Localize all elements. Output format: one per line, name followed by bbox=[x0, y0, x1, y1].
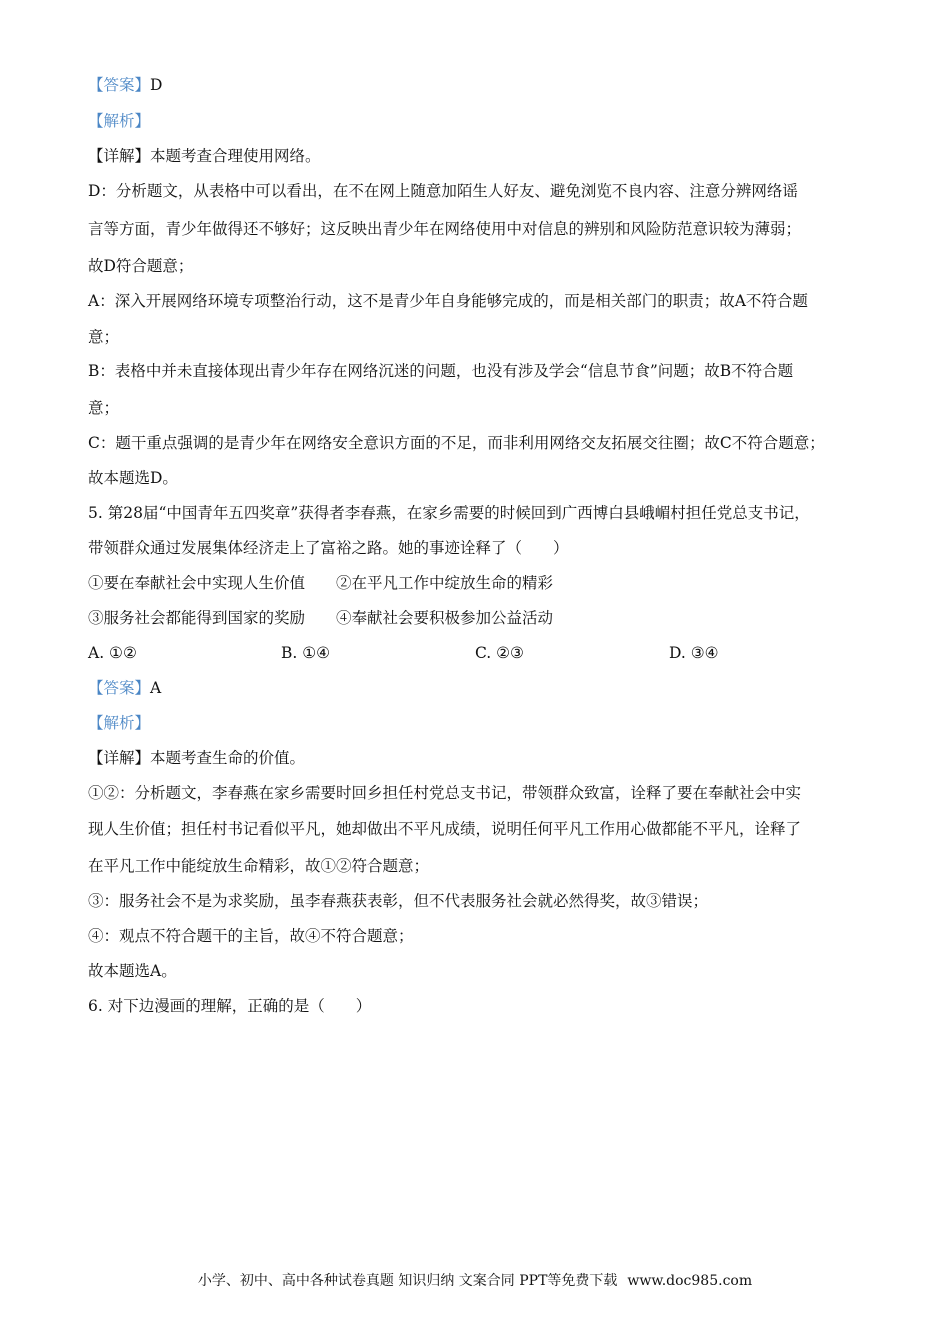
q5-option-b: B. ①④ bbox=[281, 644, 331, 662]
q5-statement: ③服务社会都能得到国家的奖励 ④奉献社会要积极参加公益活动 bbox=[88, 609, 554, 627]
q5-line: ③：服务社会不是为求奖励，虽李春燕获表彰，但不代表服务社会就必然得奖，故③错误； bbox=[88, 892, 709, 910]
q4-line: 故本题选D。 bbox=[88, 469, 178, 487]
q4-line: C：题干重点强调的是青少年在网络安全意识方面的不足，而非利用网络交友拓展交往圈；故C不符合题意； bbox=[88, 434, 825, 452]
q5-stem: 5. 第28届“中国青年五四奖章”获得者李春燕，在家乡需要的时候回到广西博白县峨嵋村担任党总支书记， bbox=[88, 504, 810, 522]
q4-line: B：表格中并未直接体现出青少年存在网络沉迷的问题，也没有涉及学会“信息节食”问题；故B不符合题 bbox=[88, 362, 794, 380]
q4-analysis-tag: 【解析】 bbox=[88, 112, 151, 130]
q4-line: 意； bbox=[88, 399, 120, 417]
footer-text: 小学、初中、高中各种试卷真题 知识归纳 文案合同 PPT等免费下载 bbox=[197, 1273, 618, 1289]
answer-value: D bbox=[150, 76, 163, 94]
q5-line: 在平凡工作中能绽放生命精彩，故①②符合题意； bbox=[88, 857, 430, 875]
q5-option-c: C. ②③ bbox=[475, 644, 524, 662]
q5-option-a: A. ①② bbox=[88, 644, 137, 662]
q5-analysis-tag: 【解析】 bbox=[88, 714, 151, 732]
q4-detail: 【详解】本题考查合理使用网络。 bbox=[88, 147, 321, 165]
q5-stem: 带领群众通过发展集体经济走上了富裕之路。她的事迹诠释了（ ） bbox=[88, 539, 569, 557]
q5-line: 故本题选A。 bbox=[88, 962, 177, 980]
q4-line: A：深入开展网络环境专项整治行动，这不是青少年自身能够完成的，而是相关部门的职责；故A不符合题 bbox=[88, 292, 808, 310]
q4-answer bbox=[88, 75, 162, 95]
q5-option-d: D. ③④ bbox=[669, 644, 719, 662]
q5-line: 现人生价值；担任村书记看似平凡，她却做出不平凡成绩，说明任何平凡工作用心做都能不平凡，诠释了 bbox=[88, 820, 802, 838]
answer-tag: 【答案】 bbox=[88, 679, 151, 697]
page-footer bbox=[0, 1270, 950, 1290]
q5-statement: ①要在奉献社会中实现人生价值 ②在平凡工作中绽放生命的精彩 bbox=[88, 574, 554, 592]
q5-line: ①②：分析题文，李春燕在家乡需要时回乡担任村党总支书记，带领群众致富，诠释了要在奉献社会中实 bbox=[88, 784, 802, 802]
q4-line: 言等方面，青少年做得还不够好；这反映出青少年在网络使用中对信息的辨别和风险防范意识较为薄弱； bbox=[88, 220, 802, 238]
q6-stem: 6. 对下边漫画的理解，正确的是（ ） bbox=[88, 997, 372, 1015]
q5-line: ④：观点不符合题干的主旨，故④不符合题意； bbox=[88, 927, 414, 945]
q4-line: 意； bbox=[88, 328, 120, 346]
answer-tag: 【答案】 bbox=[88, 76, 151, 94]
q4-line: 故D符合题意； bbox=[88, 257, 194, 275]
q5-detail: 【详解】本题考查生命的价值。 bbox=[88, 749, 306, 767]
footer-url: www.doc985.com bbox=[627, 1273, 753, 1289]
q5-answer bbox=[88, 678, 161, 698]
answer-value: A bbox=[150, 679, 162, 697]
q4-line: D：分析题文，从表格中可以看出，在不在网上随意加陌生人好友、避免浏览不良内容、注意分辨网络谣 bbox=[88, 182, 798, 200]
